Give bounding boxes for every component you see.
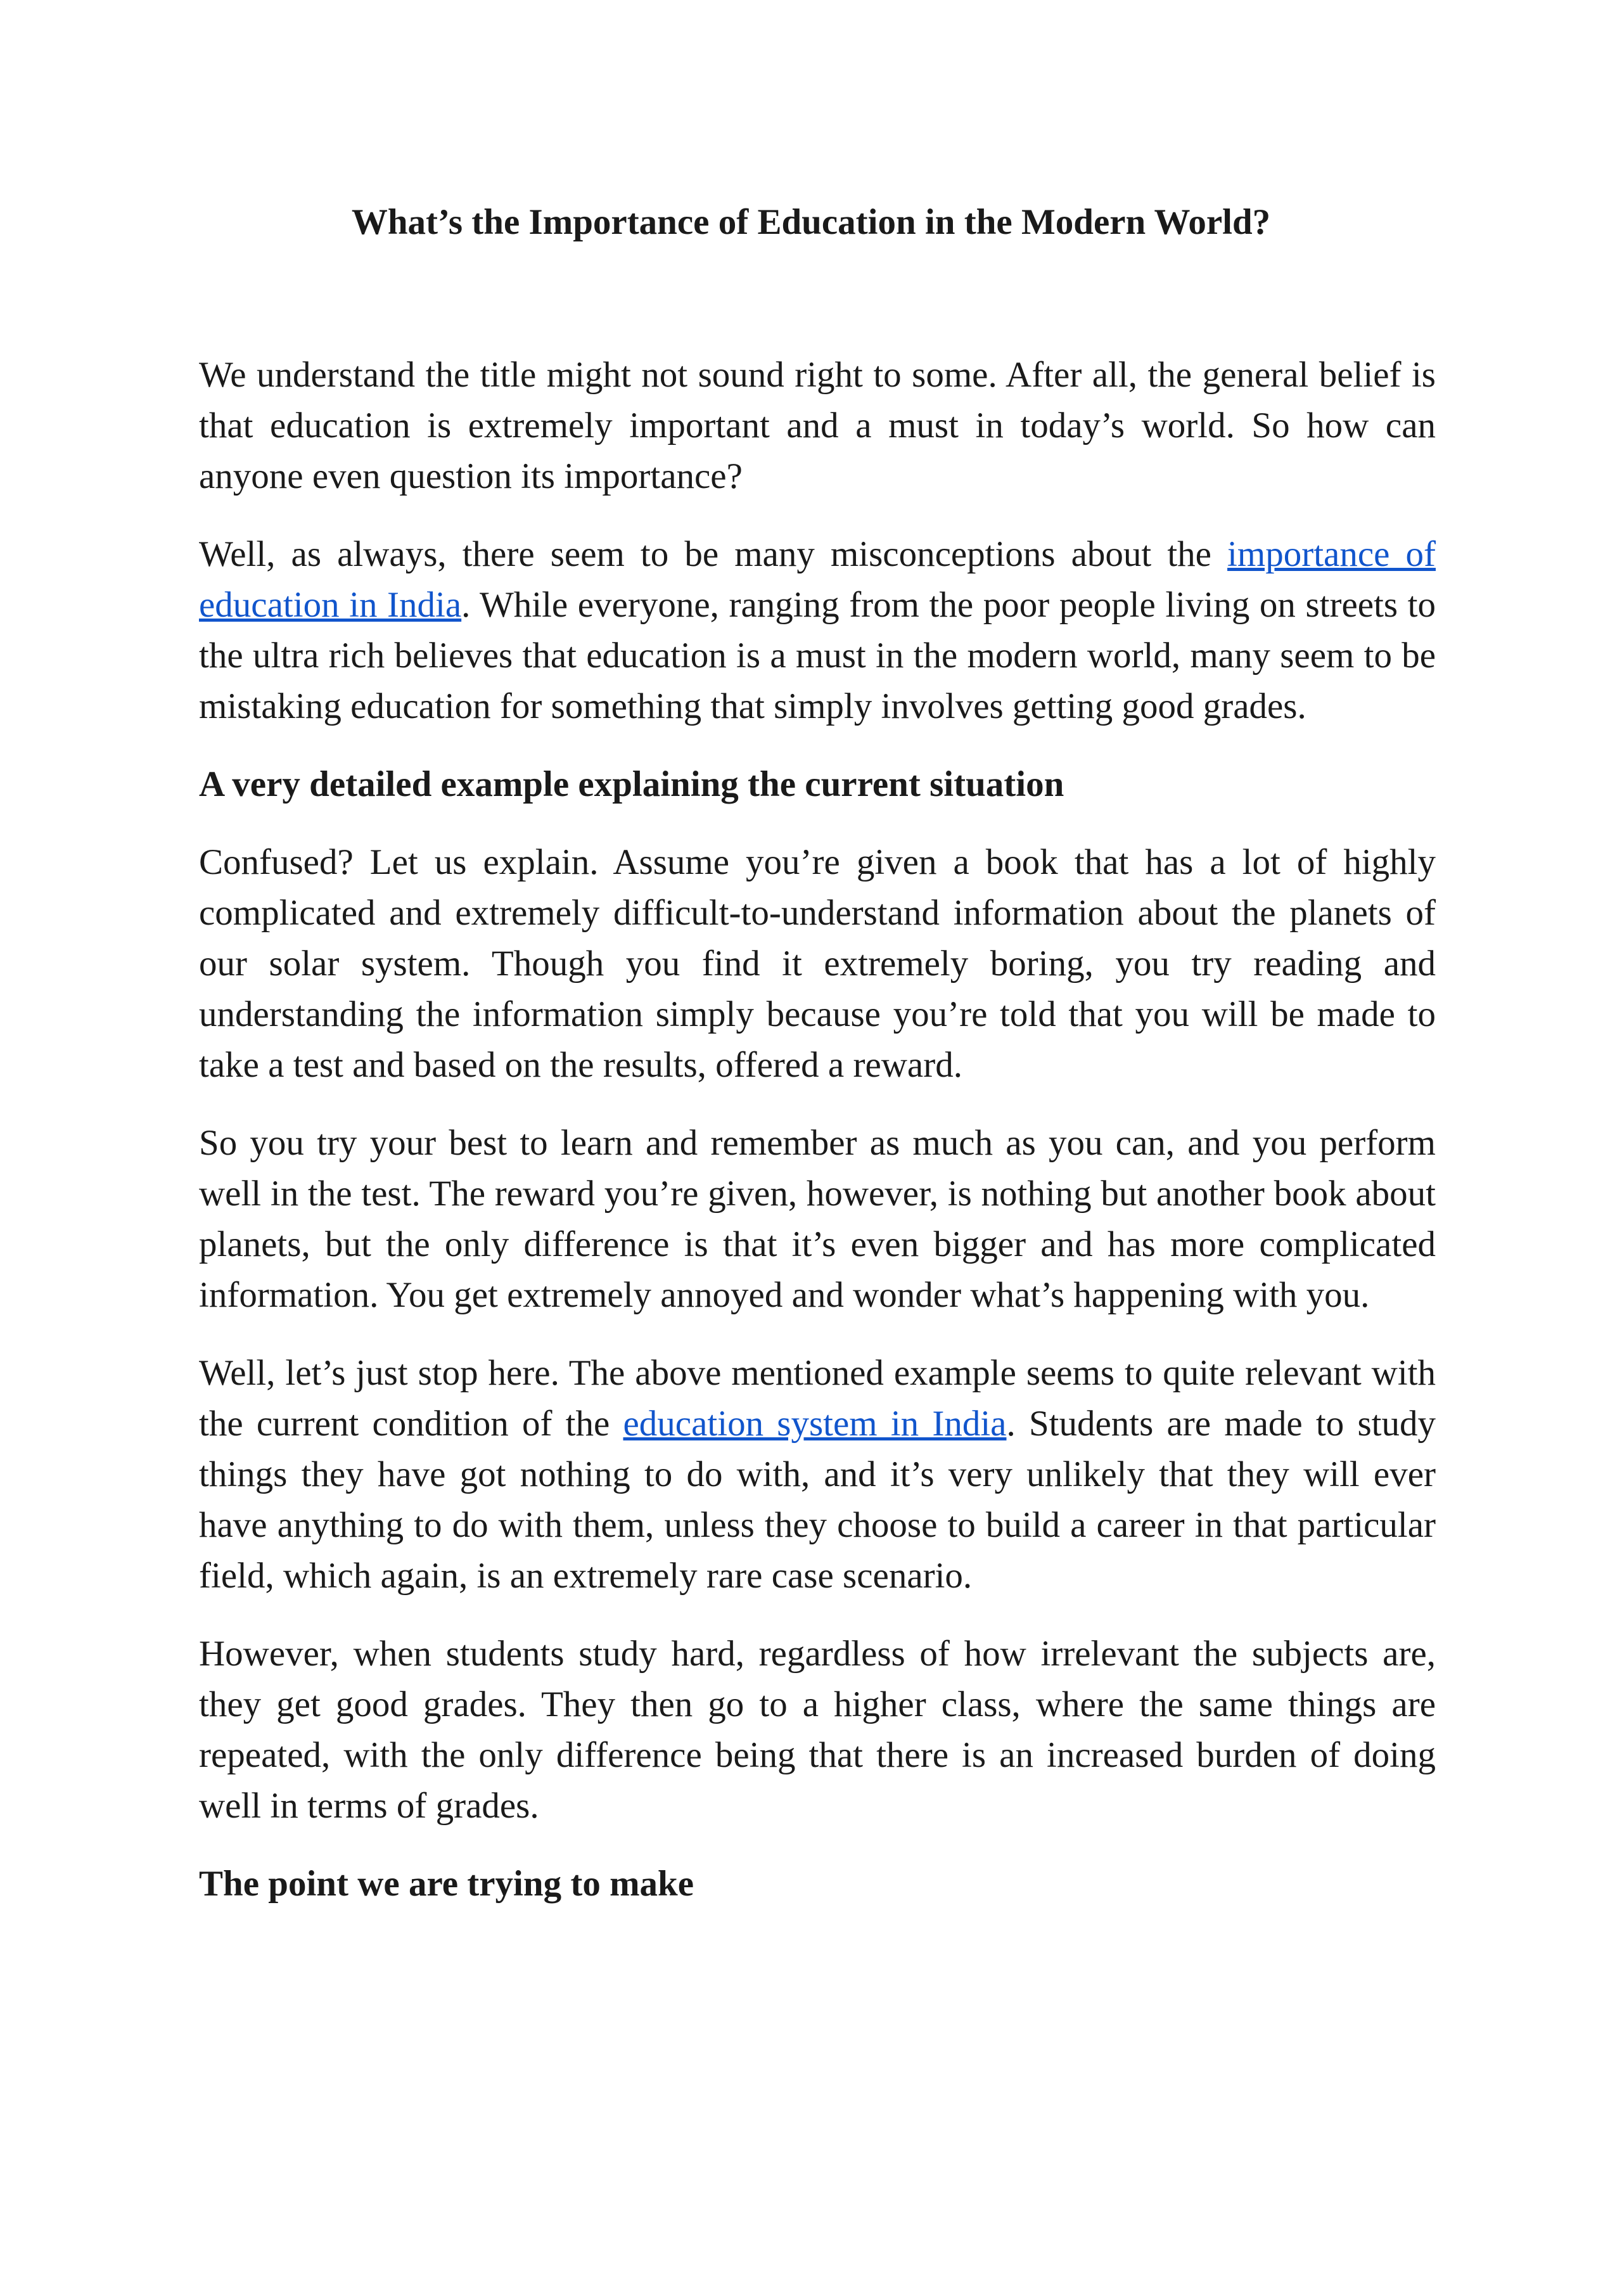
paragraph-intro: We understand the title might not sound right to some. After all, the general belief is that education is extremely important and a must in today’s world. So how can anyone even question its importance? bbox=[199, 355, 1436, 496]
paragraph-text: Well, let’s just stop here. The above mentioned example seems to quite relevant with the current condition of the bbox=[199, 1353, 1436, 1444]
paragraph-text: Well, as always, there seem to be many misconceptions about the bbox=[199, 534, 1228, 574]
paragraph-book-example: Confused? Let us explain. Assume you’re given a book that has a lot of highly complicated and extremely difficult-to-understand information about the planets of our solar system. Though you find it extremely boring, you try reading and understanding the information simply because you’re told that you will be made to take a test and based on the results, offered a reward. bbox=[199, 842, 1436, 1085]
paragraph-education-system bbox=[199, 1348, 1436, 1601]
paragraph-reward: So you try your best to learn and remember as much as you can, and you perform well in the test. The reward you’re given, however, is nothing but another book about planets, but the only difference is that it’s even bigger and has more complicated information. You get extremely annoyed and wonder what’s happening with you. bbox=[199, 1123, 1436, 1315]
paragraph-text: . While everyone, ranging from the poor people living on streets to the ultra rich believes that education is a must in the modern world, many seem to be mistaking education for something that simply involves getting good grades. bbox=[199, 585, 1436, 726]
importance-of-education-link[interactable]: importance of education in India bbox=[199, 534, 1436, 625]
document-body bbox=[199, 350, 1436, 1937]
paragraph-text: . Students are made to study things they have got nothing to do with, and it’s very unlikely that they will ever have anything to do with them, unless they choose to build a career in that particular field, which again, is an extremely rare case scenario. bbox=[199, 1404, 1436, 1596]
education-system-link[interactable]: education system in India bbox=[623, 1404, 1007, 1444]
section-heading-point: The point we are trying to make bbox=[199, 1864, 694, 1904]
paragraph-misconceptions bbox=[199, 529, 1436, 732]
paragraph-grades: However, when students study hard, regardless of how irrelevant the subjects are, they get good grades. They then go to a higher class, where the same things are repeated, with the only difference being that there is an increased burden of doing well in terms of grades. bbox=[199, 1634, 1436, 1826]
section-heading-example: A very detailed example explaining the current situation bbox=[199, 764, 1064, 804]
document-title: What’s the Importance of Education in the Modern World? bbox=[351, 202, 1271, 242]
